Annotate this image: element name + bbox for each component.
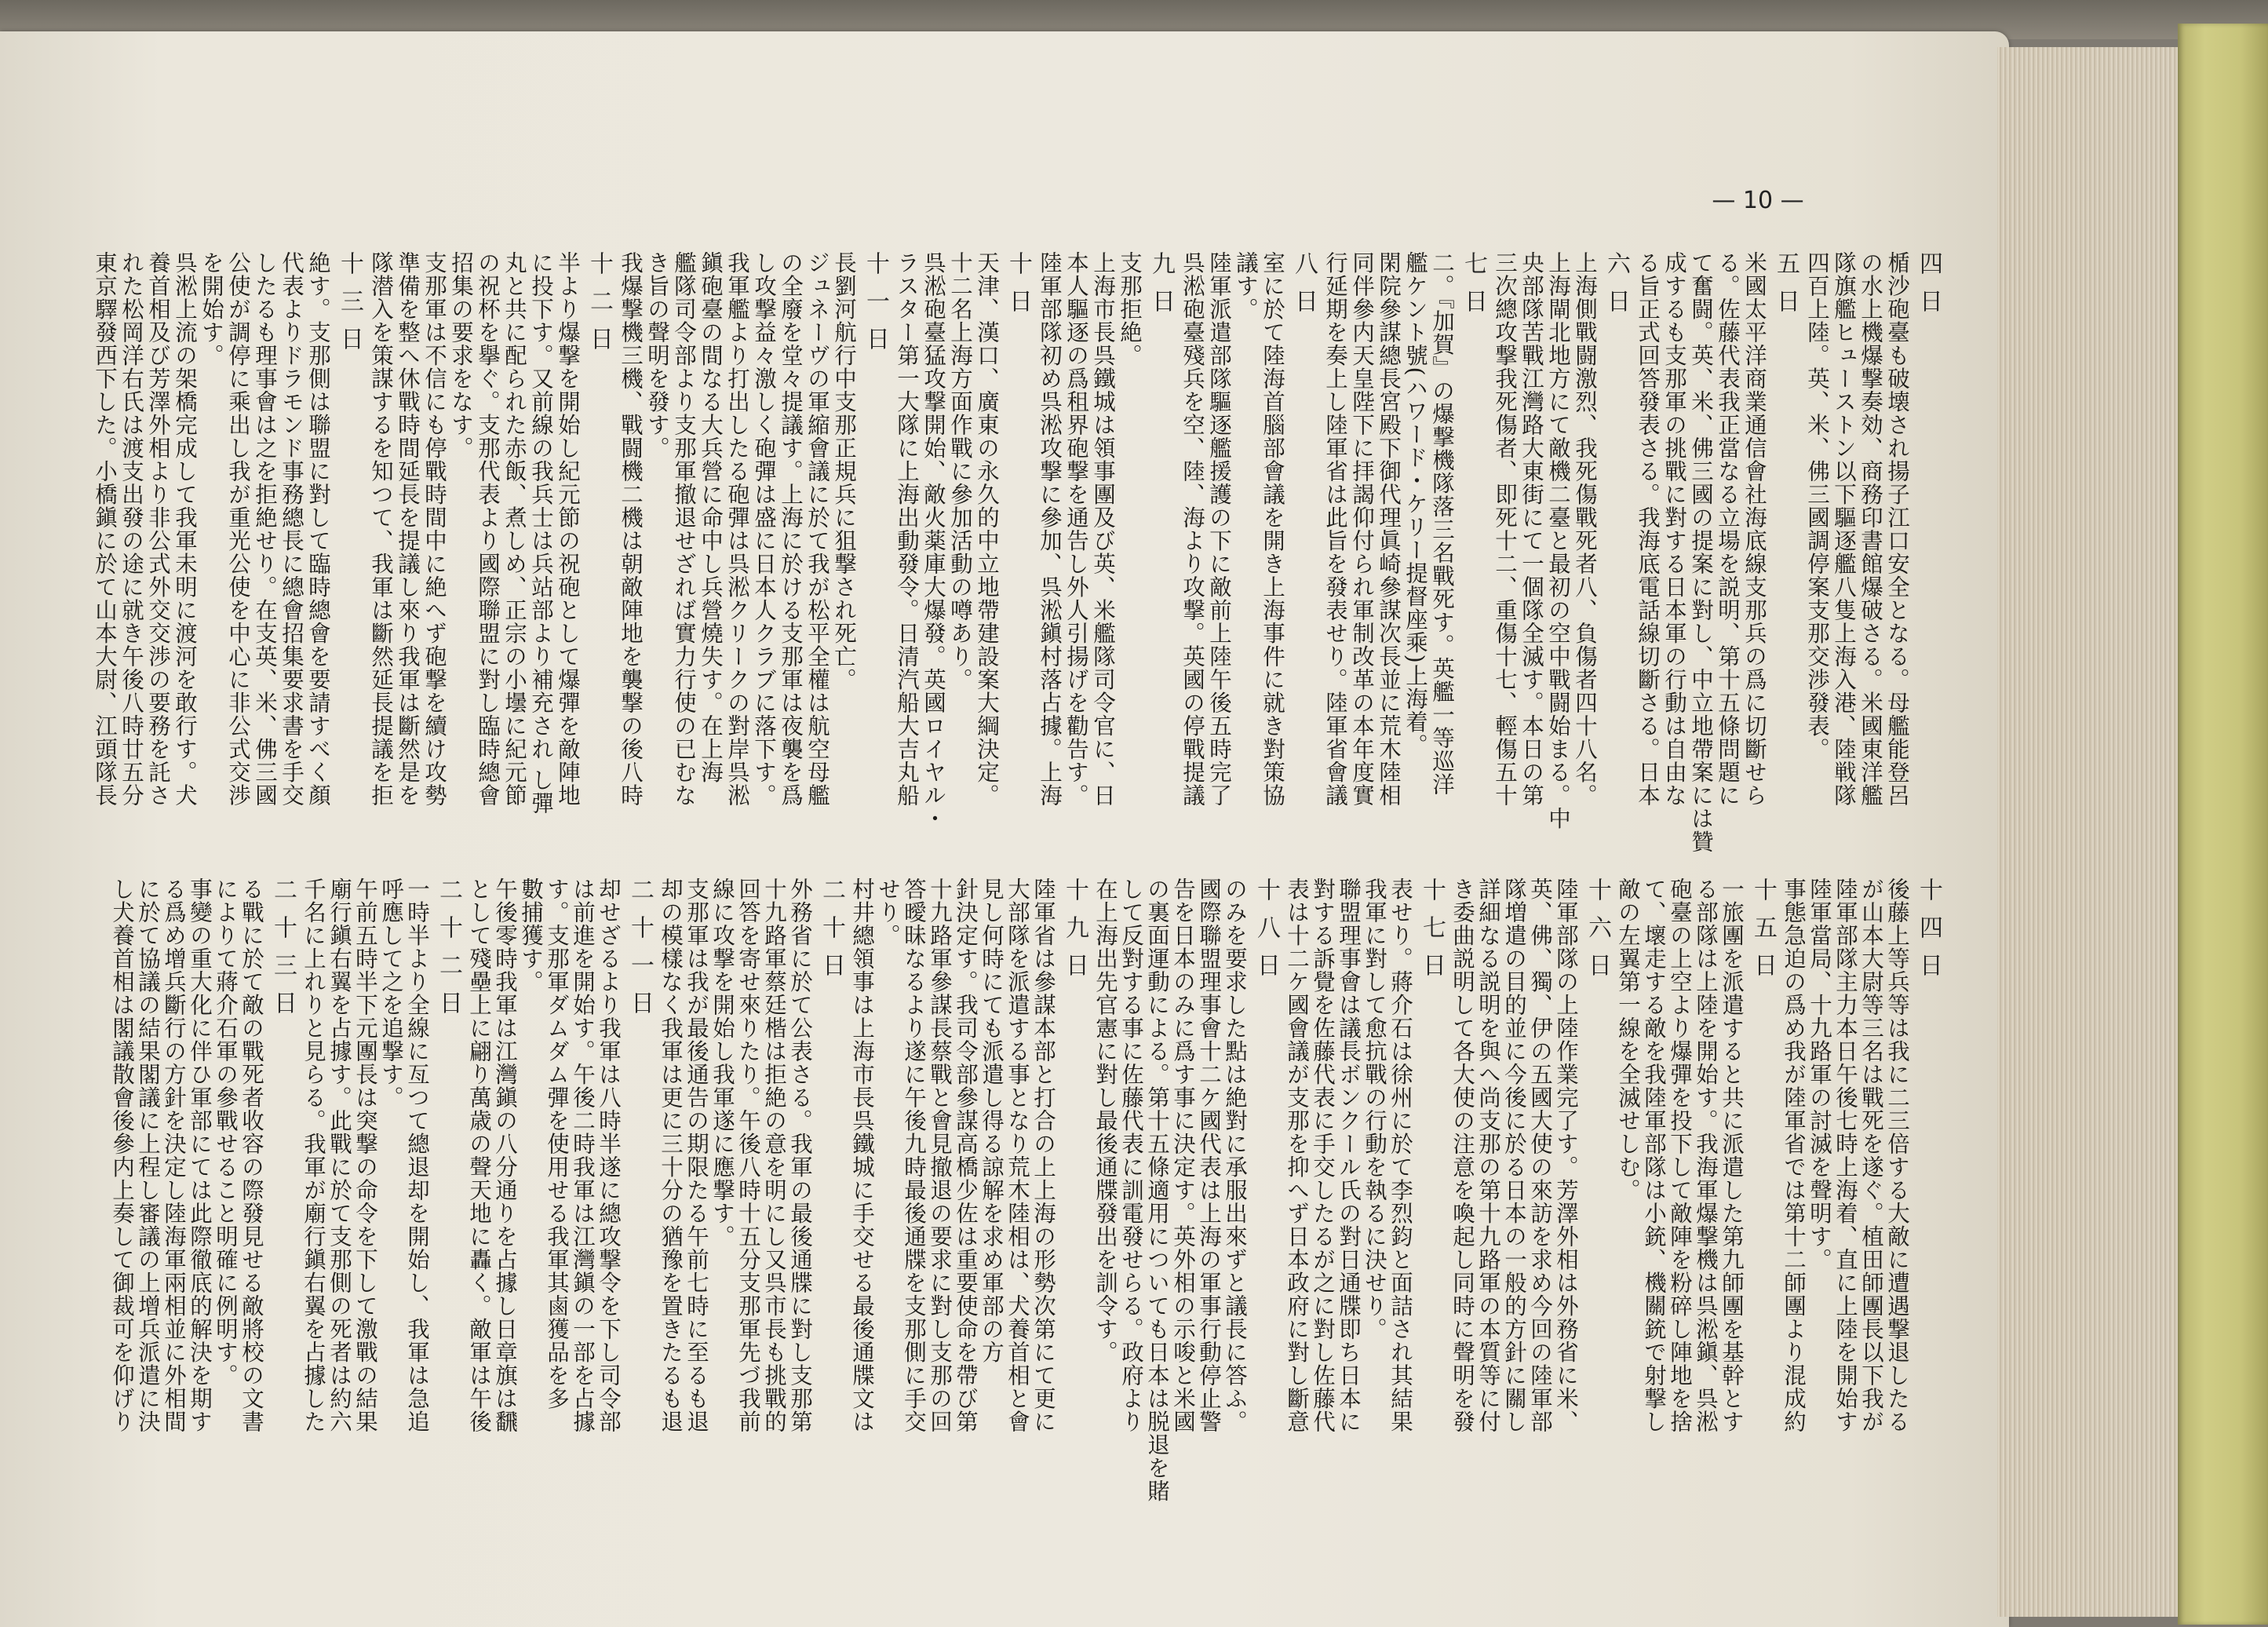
text-line: 陸軍當局、十九路軍の討滅を聲明す。 xyxy=(1807,877,1832,1271)
text-line: 午後零時我軍は江灣鎭の八分通りを占據し日章旗は飜 xyxy=(492,877,518,1433)
entry-text xyxy=(1634,251,1767,879)
upper-section xyxy=(86,251,1946,879)
text-line: 呉淞砲臺殘兵を空、陸、海より攻撃。英國の停戰提議 xyxy=(1180,251,1205,807)
text-line: る部隊は上陸を開始す。我海軍爆撃機は呉淞鎭、呉淞 xyxy=(1693,877,1719,1433)
diary-entry xyxy=(466,877,658,1584)
text-line: 事態急迫の爲め我が陸軍省では第十二師團より混成約 xyxy=(1781,877,1807,1433)
text-line: 後藤上等兵等は我に二三倍する大敵に遭遇撃退したる xyxy=(1884,877,1910,1433)
text-line: 千名に上れりと見らる。我軍が廟行鎭右翼を占據した xyxy=(301,877,326,1433)
text-line: 表は十二ケ國會議が支那を抑へず日本政府に對し斷意 xyxy=(1284,877,1310,1433)
text-line: 招集の要求をなす。 xyxy=(448,251,474,460)
text-line: 呉淞上流の架橋完成して我軍未明に渡河を敢行す。犬 xyxy=(172,251,198,807)
text-line: 事變の重大化に伴ひ軍部にては此際徹底的解決を期す xyxy=(187,877,213,1433)
diary-entry xyxy=(1284,877,1449,1584)
text-line: 陸軍省は參謀本部と打合の上上海の形勢次第にて更に xyxy=(1030,877,1056,1433)
diary-entry xyxy=(1179,251,1322,879)
text-line: 楯沙砲臺も破壊され揚子江口安全となる。母艦能登呂 xyxy=(1884,251,1910,807)
text-line: に投下す。又前線の我兵士は兵站部より補充され し彈 xyxy=(528,251,554,815)
text-line: 議す。 xyxy=(1233,251,1259,321)
text-line: 半より爆撃を開始し紀元節の祝砲として爆彈を敵陣地 xyxy=(555,251,581,807)
text-line: 我軍に對して愈抗戰の行動を執るに決せり。 xyxy=(1362,877,1387,1341)
text-line: したるも理事會は之を拒絶せり。在支英、米、佛三國 xyxy=(252,251,278,807)
entry-text xyxy=(658,877,813,1584)
text-line: の祝杯を擧ぐ。支那代表より國際聯盟に對し臨時總會 xyxy=(475,251,501,807)
text-line: て、壞走する敵を我陸軍部隊は小銃、機關銃で射撃し xyxy=(1641,877,1667,1433)
diary-entry xyxy=(658,877,849,1584)
text-line: 閑院參謀總長宮殿下御代理眞崎參謀次長並に荒木陸相 xyxy=(1376,251,1402,807)
text-line: る爲め增兵斷行の方針を決定し陸海軍兩相並に外相間 xyxy=(161,877,187,1433)
text-line: 在上海出先官憲に對し最後通牒發出を訓令す。 xyxy=(1092,877,1118,1364)
entry-text xyxy=(91,251,331,879)
book-cover xyxy=(2178,24,2268,1625)
text-line: 室に於て陸海首腦部會議を開き上海事件に就き對策協 xyxy=(1260,251,1285,807)
diary-entry xyxy=(1615,877,1781,1584)
entry-text xyxy=(1781,877,1910,1584)
text-line: る。佐藤代表我正當なる立場を説明、第十五條問題に xyxy=(1715,251,1741,807)
entry-text xyxy=(1036,251,1143,879)
text-line: のみを要求した點は絶對に承服出來ずと議長に答ふ。 xyxy=(1222,877,1248,1433)
text-line: 告を日本のみに爲す事に決定す。英外相の示唆と米國 xyxy=(1170,877,1196,1433)
text-line: 代表よりドラモンド事務總長に總會招集要求書を手交 xyxy=(279,251,304,807)
text-line: 長劉河航行中支那正規兵に狙撃され死亡。 xyxy=(831,251,857,691)
entry-date: 十三日 xyxy=(336,251,363,364)
entry-text xyxy=(1615,877,1745,1584)
text-line: 隊旗艦ヒューストン以下驅逐艦八隻上海入港、陸戦隊 xyxy=(1831,251,1857,807)
entry-text xyxy=(466,877,622,1584)
text-line: 見し何時にても派遣し得る諒解を求め軍部の方 xyxy=(979,877,1005,1364)
entry-date: 十五日 xyxy=(1749,877,1777,990)
text-line: 成するも支那軍の挑戰に對する日本軍の行動は自由な xyxy=(1661,251,1687,807)
text-line: 十九路軍參謀長蔡戰と會見撤退の要求に對し支那の回 xyxy=(927,877,953,1433)
text-line: 大部隊を派遣する事となり荒木陸相は、犬養首相と會 xyxy=(1005,877,1030,1433)
text-line: す。支那軍ダムダム彈を使用せる我軍其鹵獲品を多 xyxy=(544,877,570,1410)
text-line: 敵の左翼第一線を全滅せしむ。 xyxy=(1615,877,1641,1202)
diary-entry xyxy=(1634,251,1803,879)
text-line: き旨の聲明を發す。 xyxy=(644,251,670,460)
entry-date: 十二日 xyxy=(585,251,613,364)
diary-entry xyxy=(367,251,617,879)
text-line: は前進を開始す。午後二時我軍は江灣鎭の一部を占據 xyxy=(570,877,596,1433)
text-line: て奮闘。英、米、佛三國の提案に對し、中立地帶案には贊 xyxy=(1688,251,1714,853)
text-line: 陸軍部隊主力本日午後七時上海着、直に上陸を開始す xyxy=(1832,877,1858,1433)
text-line: 外務省に於て公表さる。我軍の最後通牒に對し支那第 xyxy=(787,877,813,1433)
text-line: が山本大尉等三名は戰死を遂ぐ。植田師團長以下我が xyxy=(1858,877,1884,1433)
entry-text xyxy=(1803,251,1910,879)
text-line: せり。 xyxy=(875,877,901,947)
text-line: 行延期を奏上し陸軍省は此旨を發表せり。陸軍省會議 xyxy=(1322,251,1348,807)
entry-date: 二十日 xyxy=(818,877,845,990)
text-line: として殘壘上に翩り萬歳の聲天地に轟く。敵軍は午後 xyxy=(466,877,492,1433)
text-line: 支那軍は我が最後通告の期限たる午前七時に至るも退 xyxy=(684,877,709,1433)
entry-date: 九日 xyxy=(1147,251,1175,326)
text-line: 東京驛發西下した。小橋鎭に於て山本大尉、江頭隊長 xyxy=(92,251,118,807)
entry-date: 十日 xyxy=(1005,251,1032,326)
text-line: 艦ケント號(ハワード・ケリー提督座乘)上海着。 xyxy=(1402,251,1428,757)
text-line: 詳細なる説明を與へ尚支那の第十九路軍の本質等に付 xyxy=(1475,877,1501,1433)
text-line: 天津、漢口、廣東の永久的中立地帶建設案大綱決定。 xyxy=(974,251,1000,807)
diary-entry xyxy=(617,251,893,879)
text-line: 却せざるより我軍は八時半遂に總攻撃令を下し司令部 xyxy=(596,877,622,1433)
entry-date: 十六日 xyxy=(1584,877,1611,990)
page-number: — 10 — xyxy=(1712,187,1804,214)
entry-date: 四日 xyxy=(1915,251,1942,326)
text-line: ジュネーヴの軍縮會議に於て我が松平全權は航空母艦 xyxy=(804,251,830,807)
entry-date: 十九日 xyxy=(1061,877,1088,990)
entry-text xyxy=(1284,877,1413,1584)
text-line: 回答を寄せ來りたり。午後八時十五分支那軍先づ我前 xyxy=(735,877,761,1433)
text-line: る旨正式回答發表さる。我海底電話線切斷さる。日本 xyxy=(1635,251,1661,807)
entry-date: 八日 xyxy=(1290,251,1318,326)
text-line: 一時半より全線に亙つて總退却を開始し、我軍は急追 xyxy=(404,877,430,1433)
text-line: 聯盟理事會は議長ボンクール氏の對日通牒即ち日本に xyxy=(1336,877,1362,1433)
entry-text xyxy=(1449,877,1579,1584)
text-line: れた松岡洋右氏は渡支出發の途に就き午後八時廿五分 xyxy=(119,251,144,807)
text-line: 陸軍部隊の上陸作業完了す。芳澤外相は外務省に米、 xyxy=(1553,877,1579,1433)
entry-date: 六日 xyxy=(1603,251,1630,326)
text-line: 鎭砲臺の間なる大兵營に命中し兵營燒失す。在上海 xyxy=(698,251,724,784)
page-edges xyxy=(1997,47,2180,1617)
diary-entry xyxy=(849,877,1092,1584)
text-line: を開始す。 xyxy=(199,251,224,367)
entry-text xyxy=(1322,251,1455,879)
text-line: 丸と共に配られた赤飯、煮しめ、正宗の小壜に紀元節 xyxy=(501,251,527,807)
text-line: の裏面運動による。第十五條適用についても日本は脱退を賭 xyxy=(1144,877,1170,1503)
text-line: 本人驅逐の爲租界砲撃を通告し外人引揚げを勸告す。 xyxy=(1063,251,1089,807)
text-line: して反對する事に佐藤代表に訓電發せらる。政府より xyxy=(1118,877,1144,1433)
text-line: 線に攻撃を開始し我軍遂に應撃す。 xyxy=(709,877,735,1248)
diary-entry xyxy=(109,877,301,1584)
text-line: 英、佛、獨、伊の五國大使の來訪を求め今回の陸軍部 xyxy=(1527,877,1553,1433)
entry-text xyxy=(109,877,264,1584)
text-line: 支那軍は不信にも停戰時間中に絶へず砲撃を續け攻勢 xyxy=(421,251,447,807)
diary-entry xyxy=(1491,251,1634,879)
text-line: 表せり。蔣介石は徐州に於て李烈鈞と面詰され其結果 xyxy=(1387,877,1413,1433)
text-line: 上海閘北地方にて敵機二臺と最初の空中戰闘始まる。中 xyxy=(1545,251,1571,830)
text-line: 艦隊司令部より支那軍撤退せざれば實力行使の已むな xyxy=(671,251,697,807)
text-line: に於て協議の結果閣議に上程し審議の上增兵派遣に決 xyxy=(135,877,161,1433)
entry-date: 五日 xyxy=(1772,251,1799,326)
lower-section xyxy=(86,877,1946,1584)
text-line: 同伴參内天皇陛下に拝謁仰付られ軍制改革の本年度實 xyxy=(1349,251,1375,807)
text-line: によりて蔣介石軍の參戰せること明確に例明す。 xyxy=(213,877,239,1387)
text-line: 十九路軍蔡廷楷は拒絶の意を明にし又呉市長も挑戰的 xyxy=(761,877,787,1433)
text-line: 養首相及び芳澤外相より非公式外交交渉の要務を託さ xyxy=(145,251,171,807)
entry-date: 十一日 xyxy=(862,251,889,364)
entry-text xyxy=(1491,251,1598,879)
text-line: 答曖昧なるより遂に午後九時最後通牒を支那側に手交 xyxy=(901,877,927,1433)
text-line: 二。『加賀』の爆撃機隊落三名戰死す。英艦一等巡洋 xyxy=(1429,251,1455,796)
text-line: 四百上陸。英、米、佛三國調停案支那交渉發表。 xyxy=(1804,251,1830,761)
text-line: 我軍艦より打出したる砲彈は呉淞クリークの對岸呉淞 xyxy=(724,251,750,807)
entry-date: 十七日 xyxy=(1418,877,1446,990)
text-line: 對する訴覺を佐藤代表に手交したるが之に對し佐藤代 xyxy=(1310,877,1336,1433)
diary-entry xyxy=(1803,251,1946,879)
text-line: し攻撃益々激しく砲彈は盛に日本人クラブに落下す。 xyxy=(751,251,777,807)
text-line: 隊増遣の目的並に今後に於る日本の一般的方針に關し xyxy=(1501,877,1527,1433)
text-line: 午前五時半下元團長は突撃の命令を下して激戰の結果 xyxy=(352,877,378,1433)
text-line: 上海側戰闘激烈、我死傷戰死者八、負傷者四十八名。 xyxy=(1572,251,1598,807)
text-line: き委曲説明して各大使の注意を喚起し同時に聲明を發 xyxy=(1449,877,1475,1433)
text-line: 廟行鎭右翼を占據す。此戰に於て支那側の死者は約六 xyxy=(326,877,352,1433)
diary-entry xyxy=(1322,251,1491,879)
text-line: 隊潜入を策謀するを知つて、我軍は斷然延長提議を拒 xyxy=(368,251,394,807)
entry-text xyxy=(1092,877,1248,1584)
entry-date: 二十三日 xyxy=(269,877,297,1028)
diary-entry xyxy=(1036,251,1179,879)
entry-text xyxy=(617,251,857,879)
entry-date: 十四日 xyxy=(1915,877,1942,990)
entry-text xyxy=(301,877,430,1584)
text-line: 支那拒絶。 xyxy=(1117,251,1143,367)
text-line: 央部隊苦戰江灣路大東街にて一個隊全滅す。本日の第 xyxy=(1519,251,1544,807)
text-line: 呼應して之を追撃す。 xyxy=(378,877,404,1109)
text-line: 陸軍部隊初め呉淞攻撃に參加、呉淞鎭村落占據。上海 xyxy=(1037,251,1063,807)
text-line: 國際聯盟理事會十二ケ國代表は上海の軍事行動停止警 xyxy=(1196,877,1222,1433)
text-line: 一旅團を派遣すると共に派遣した第九師團を基幹とす xyxy=(1719,877,1745,1433)
diary-entry xyxy=(1092,877,1284,1584)
text-line: の全廢を堂々提議す。上海に於ける支那軍は夜襲を爲 xyxy=(778,251,804,807)
diary-entry xyxy=(1781,877,1946,1584)
text-line: 準備を整へ休戰時間延長を提議し來り我軍は斷然是を xyxy=(395,251,421,807)
text-line: 却の模樣なく我軍は更に三十分の猶豫を置きたるも退 xyxy=(658,877,684,1433)
text-line: 我爆撃機三機、戰闘機二機は朝敵陣地を襲撃の後八時 xyxy=(618,251,644,807)
text-line: 陸軍派遣部隊驅逐艦援護の下に敵前上陸午後五時完了 xyxy=(1206,251,1232,807)
text-line: る戰に於て敵の戰死者收容の際發見せる敵將校の文書 xyxy=(239,877,264,1433)
text-line: 絶す。支那側は聯盟に對して臨時總會を要請すべく顏 xyxy=(305,251,331,807)
text-line: 上海市長呉鐵城は領事團及び英、米艦隊司令官に、日 xyxy=(1090,251,1116,807)
diary-entry xyxy=(301,877,466,1584)
text-line: 米國太平洋商業通信會社海底線支那兵の爲に切斷せら xyxy=(1741,251,1767,807)
text-line: 十二名上海方面作戰に參加活動の噂あり。 xyxy=(947,251,973,691)
entry-date: 七日 xyxy=(1460,251,1487,326)
entry-date: 二十二日 xyxy=(435,877,462,1028)
text-line: 呉淞砲臺猛攻撃開始、敵火薬庫大爆發。英國ロイヤル・ xyxy=(921,251,946,830)
entry-text xyxy=(367,251,581,879)
text-line: ラスター第一大隊に上海出動發令。日清汽船大吉丸船 xyxy=(894,251,920,807)
entry-text xyxy=(1179,251,1285,879)
text-line: し犬養首相は閣議散會後參内上奏して御裁可を仰げり xyxy=(109,877,135,1433)
text-line: 三次總攻撃我死傷者、即死十二、重傷十七、輕傷五十 xyxy=(1492,251,1518,807)
text-line: の水上機爆撃奏効、商務印書館爆破さる。米國東洋艦 xyxy=(1858,251,1883,807)
diary-entry xyxy=(893,251,1036,879)
text-line: 數捕獲す。 xyxy=(518,877,544,994)
diary-entry xyxy=(91,251,367,879)
text-line: 村井總領事は上海市長呉鐵城に手交せる最後通牒文は xyxy=(849,877,875,1433)
entry-date: 二十一日 xyxy=(626,877,654,1028)
text-line: 針決定す。我司令部參謀高橋少佐は重要使命を帶び第 xyxy=(953,877,979,1433)
text-line: 砲臺の上空より爆彈を投下して敵陣を粉碎し陣地を捨 xyxy=(1667,877,1693,1433)
entry-text xyxy=(893,251,1000,879)
entry-date: 十八日 xyxy=(1253,877,1280,990)
text-line: 公使が調停に乘出し我が重光公使を中心に非公式交渉 xyxy=(225,251,251,807)
diary-entry xyxy=(1449,877,1615,1584)
entry-text xyxy=(849,877,1056,1584)
